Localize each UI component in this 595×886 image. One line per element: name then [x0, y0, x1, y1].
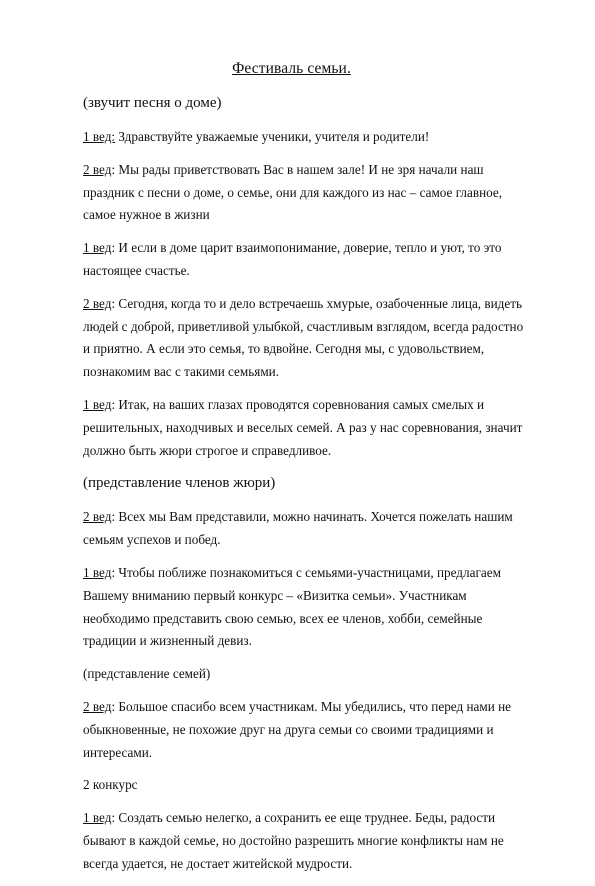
text-line: [83, 506, 528, 529]
speech-paragraph: [83, 237, 528, 283]
stage-direction: [83, 472, 528, 494]
speaker-label: 1 вед: [83, 564, 112, 580]
document-title-text: Фестиваль семьи.: [232, 60, 351, 77]
speech-paragraph: [83, 506, 528, 552]
speaker-label: 2 вед: [83, 509, 112, 525]
speaker-label: 2 вед: [83, 161, 112, 177]
speaker-label: 2 вед: [83, 698, 112, 714]
stage-direction: [83, 774, 528, 797]
text-line: [83, 338, 528, 361]
text-line: [83, 182, 528, 205]
line-text: : Создать семью нелегко, а сохранить ее еще труднее. Беды, радости: [111, 810, 496, 826]
speaker-label: 1 вед: [83, 240, 112, 256]
line-text: (представление членов жюри): [83, 475, 276, 492]
line-text: бывают в каждой семье, но достойно разрешить многие конфликты нам не: [83, 832, 504, 848]
text-line: [83, 159, 528, 182]
line-text: должно быть жюри строгое и справедливое.: [83, 442, 332, 458]
text-line: [83, 719, 528, 742]
text-line: [83, 126, 528, 149]
text-line: [83, 417, 528, 440]
line-text: : И если в доме царит взаимопонимание, доверие, тепло и уют, то это: [111, 240, 502, 256]
line-text: : Всех мы Вам представили, можно начинать. Хочется пожелать нашим: [111, 509, 513, 525]
text-line: [83, 696, 528, 719]
speaker-label: 2 вед: [83, 295, 112, 311]
line-text: интересами.: [83, 744, 153, 760]
stage-direction: [83, 663, 528, 686]
line-text: : Большое спасибо всем участникам. Мы убедились, что перед нами не: [111, 698, 511, 714]
line-text: всегда удается, не достает житейской мудрости.: [83, 855, 353, 871]
line-text: (представление семей): [83, 666, 211, 682]
text-line: [83, 92, 528, 114]
line-text: Здравствуйте уважаемые ученики, учителя и родители!: [115, 129, 430, 144]
line-text: необходимо представить свою семью, всех ее членов, хобби, семейные: [83, 610, 483, 626]
line-text: самое нужное в жизни: [83, 207, 210, 223]
text-line: [83, 394, 528, 417]
text-line: [83, 742, 528, 765]
line-text: : Итак, на ваших глазах проводятся соревнования самых смелых и: [111, 396, 485, 412]
stage-direction: [83, 92, 528, 114]
line-text: настоящее счастье.: [83, 262, 190, 278]
line-text: людей с доброй, приветливой улыбкой, счастливым взглядом, всегда радостно: [83, 318, 524, 334]
line-text: (звучит песня о доме): [83, 95, 222, 111]
text-line: [83, 774, 528, 797]
text-line: [83, 316, 528, 339]
speech-paragraph: [83, 696, 528, 764]
document-title: [0, 60, 595, 78]
speech-paragraph: [83, 562, 528, 653]
speech-paragraph: [83, 293, 528, 384]
text-line: [83, 293, 528, 316]
line-text: решительных, находчивых и веселых семей. А раз у нас соревнования, значит: [83, 419, 523, 435]
text-line: [83, 562, 528, 585]
line-text: и приятно. А если это семья, то вдвойне. Сегодня мы, с удовольствием,: [83, 341, 485, 357]
speaker-label: 1 вед: [83, 810, 112, 826]
text-line: [83, 830, 528, 853]
line-text: праздник с песни о доме, о семье, они для каждого из нас – самое главное,: [83, 184, 503, 200]
speech-paragraph: [83, 807, 528, 875]
document-body: [83, 92, 528, 886]
text-line: [83, 663, 528, 686]
speech-paragraph: [83, 394, 528, 462]
line-text: : Мы рады приветствовать Вас в нашем зале! И не зря начали наш: [111, 161, 484, 177]
text-line: [83, 608, 528, 631]
line-text: обыкновенные, не похожие друг на друга семьи со своими традициями и: [83, 721, 494, 737]
text-line: [83, 361, 528, 384]
line-text: : Сегодня, когда то и дело встречаешь хмурые, озабоченные лица, видеть: [111, 295, 523, 311]
text-line: [83, 807, 528, 830]
text-line: [83, 237, 528, 260]
text-line: [83, 204, 528, 227]
text-line: [83, 529, 528, 552]
text-line: [83, 440, 528, 463]
speech-paragraph: [83, 159, 528, 227]
text-line: [83, 853, 528, 876]
text-line: [83, 472, 528, 494]
line-text: познакомим вас с такими семьями.: [83, 364, 280, 380]
line-text: семьям успехов и побед.: [83, 532, 221, 548]
line-text: 2 конкурс: [83, 777, 138, 793]
text-line: [83, 260, 528, 283]
line-text: традиции и жизненный девиз.: [83, 633, 252, 649]
line-text: Вашему вниманию первый конкурс – «Визитка семьи». Участникам: [83, 587, 467, 603]
speaker-label: 1 вед:: [83, 129, 116, 144]
text-line: [83, 585, 528, 608]
line-text: : Чтобы поближе познакомиться с семьями-участницами, предлагаем: [111, 564, 501, 580]
speech-paragraph: [83, 126, 528, 149]
text-line: [83, 630, 528, 653]
speaker-label: 1 вед: [83, 396, 112, 412]
